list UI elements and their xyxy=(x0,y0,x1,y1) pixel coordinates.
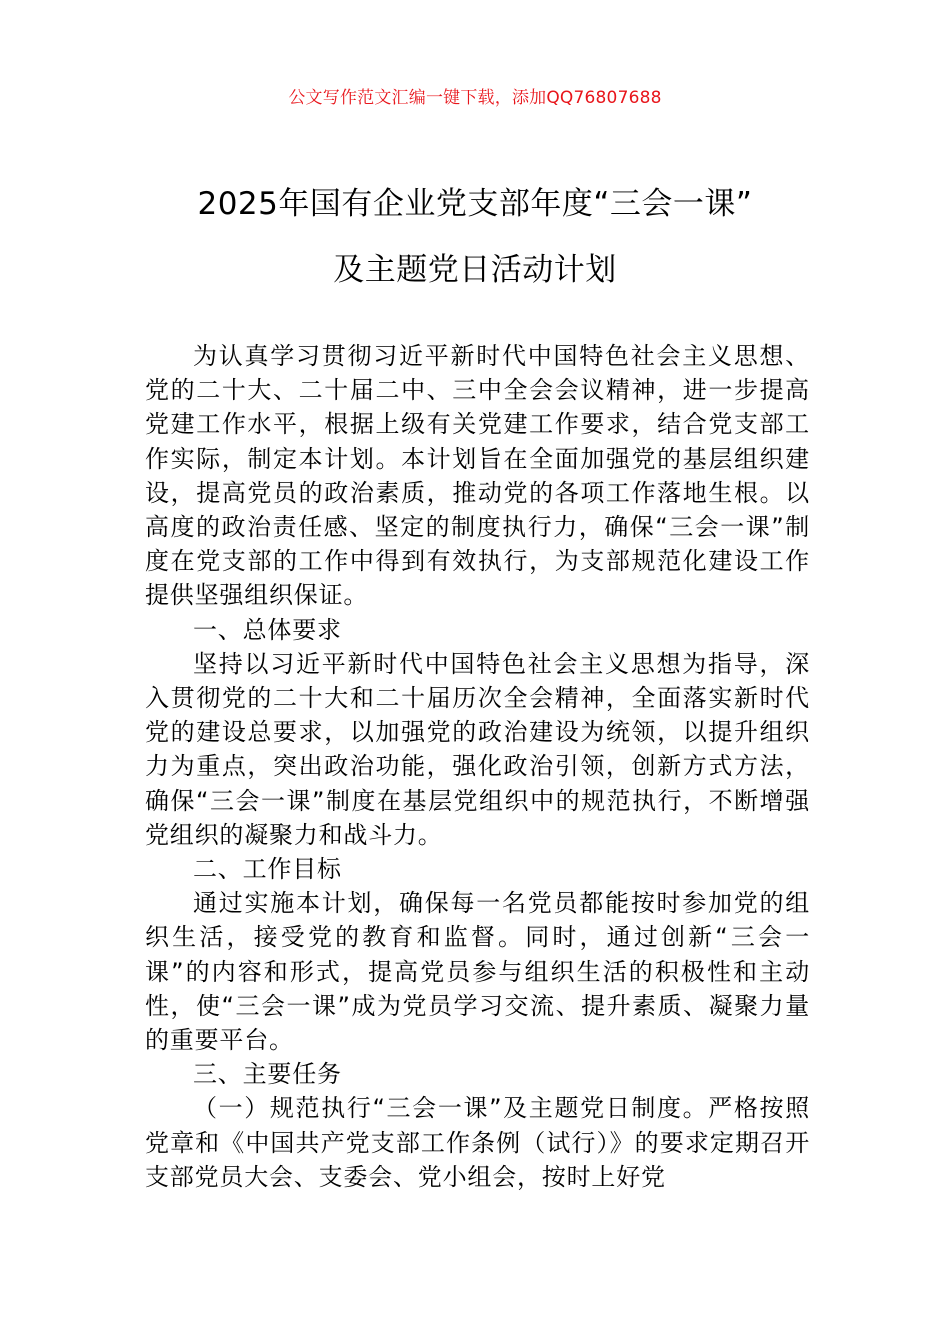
document-title-line-1: 2025年国有企业党支部年度“三会一课” xyxy=(197,186,753,222)
main-tasks-paragraph: （一）规范执行“三会一课”及主题党日制度。严格按照党章和《中国共产党支部工作条例（试行）》的要求定期召开支部党员大会、支委会、党小组会，按时上好党 xyxy=(145,1094,810,1191)
work-goals-paragraph: 通过实施本计划，确保每一名党员都能按时参加党的组织生活，接受党的教育和监督。同时，通过创新“三会一课”的内容和形式，提高党员参与组织生活的积极性和主动性，使“三会一课”成为党员学习交流、提升素质、凝聚力量的重要平台。 xyxy=(145,889,810,1055)
section-heading-general-requirements: 一、总体要求 xyxy=(193,615,342,644)
download-banner: 公文写作范文汇编一键下载，添加QQ76807688 xyxy=(288,88,662,108)
document-title-line-2: 及主题党日活动计划 xyxy=(333,252,617,288)
general-requirements-paragraph: 坚持以习近平新时代中国特色社会主义思想为指导，深入贯彻党的二十大和二十届历次全会精神，全面落实新时代党的建设总要求，以加强党的政治建设为统领，以提升组织力为重点，突出政治功能，强化政治引领，创新方式方法，确保“三会一课”制度在基层党组织中的规范执行，不断增强党组织的凝聚力和战斗力。 xyxy=(145,649,810,849)
section-heading-main-tasks: 三、主要任务 xyxy=(193,1060,342,1089)
intro-paragraph: 为认真学习贯彻习近平新时代中国特色社会主义思想、党的二十大、二十届二中、三中全会会议精神，进一步提高党建工作水平，根据上级有关党建工作要求，结合党支部工作实际，制定本计划。本计划旨在全面加强党的基层组织建设，提高党员的政治素质，推动党的各项工作落地生根。以高度的政治责任感、坚定的制度执行力，确保“三会一课”制度在党支部的工作中得到有效执行，为支部规范化建设工作提供坚强组织保证。 xyxy=(145,342,810,610)
section-heading-work-goals: 二、工作目标 xyxy=(193,855,342,884)
document-body xyxy=(145,339,810,1194)
